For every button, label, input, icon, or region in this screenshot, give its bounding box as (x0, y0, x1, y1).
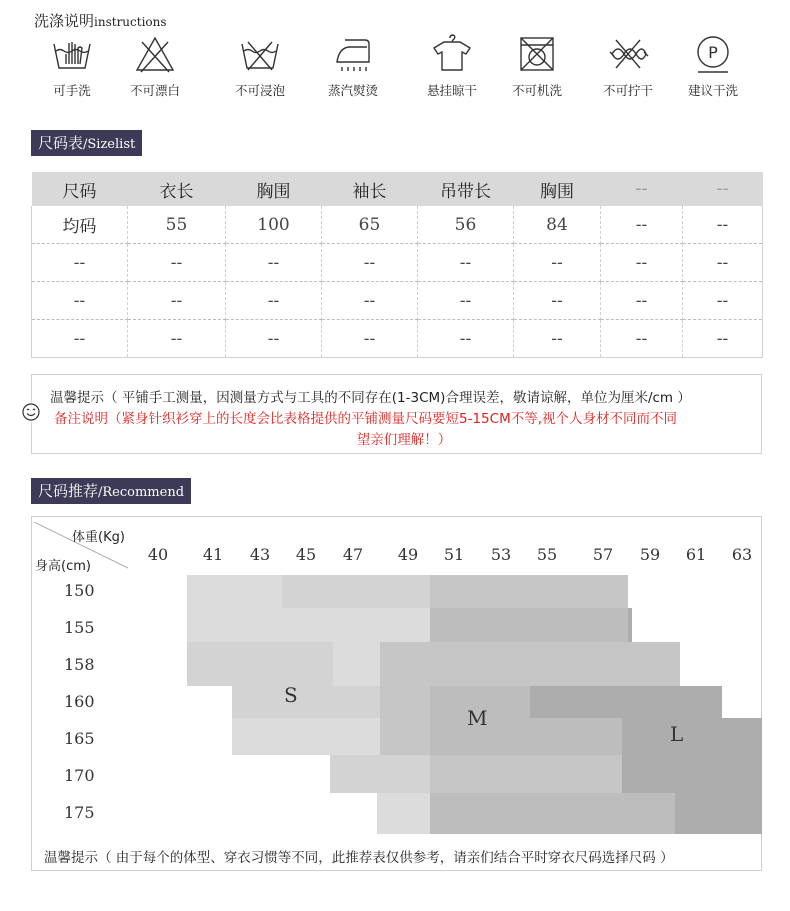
care-title-cn: 洗涤说明 (34, 12, 95, 30)
no-soak-icon (238, 34, 282, 74)
size-region-s (187, 642, 333, 686)
smiley-icon (21, 402, 41, 422)
care-item-no-machine-wash (487, 34, 587, 99)
size-region-m (478, 642, 680, 686)
notice-tip: 温馨提示（ 平铺手工测量，因测量方式与工具的不同存在(1-3CM)合理误差，敬请谅解，单位为厘米/cm ） (50, 390, 691, 406)
size-cell: -- (322, 244, 418, 282)
care-item-no-bleach (105, 34, 205, 99)
size-region-l (675, 793, 762, 834)
care-label: 蒸汽熨烫 (327, 83, 378, 98)
size-region-s (187, 608, 333, 642)
size-header-cell: 尺码 (32, 172, 128, 206)
size-cell: -- (601, 244, 683, 282)
size-section-title-cn: 尺码表 (38, 134, 84, 152)
hand-wash-icon (50, 34, 94, 74)
notice-remark-line2: 望亲们理解！） (356, 432, 452, 448)
size-region-l (628, 608, 632, 642)
size-m-label: M (467, 706, 488, 730)
height-axis-label: 身高(cm) (35, 559, 91, 574)
size-region-s (333, 608, 430, 642)
care-title (34, 10, 167, 31)
care-icons-row (22, 34, 772, 104)
size-region-s (232, 718, 380, 755)
weight-label: 51 (443, 545, 465, 564)
height-label: 160 (64, 692, 95, 711)
size-l-label: L (670, 722, 684, 746)
size-region-m (430, 575, 628, 608)
size-table-row (32, 282, 763, 320)
size-cell: -- (418, 244, 514, 282)
care-label: 建议干洗 (687, 83, 738, 98)
weight-label: 63 (731, 545, 753, 564)
size-section-header (31, 130, 142, 156)
size-cell: -- (32, 282, 128, 320)
weight-label: 53 (490, 545, 512, 564)
care-label: 可手洗 (53, 83, 91, 98)
recommend-section-title-en: /Recommend (98, 485, 185, 500)
no-bleach-icon (133, 34, 177, 74)
dry-clean-p-icon (691, 34, 735, 74)
weight-label: 49 (397, 545, 419, 564)
care-label: 不可拧干 (602, 83, 653, 98)
steam-iron-icon (331, 34, 375, 74)
size-section-title-en: /Sizelist (83, 137, 136, 152)
size-table-row (32, 206, 763, 244)
size-region-s (333, 642, 380, 686)
size-cell: -- (601, 320, 683, 358)
size-table-row (32, 320, 763, 358)
size-cell: -- (418, 320, 514, 358)
weight-label: 47 (342, 545, 364, 564)
notice-remark-line1: 备注说明（紧身针织衫穿上的长度会比表格提供的平铺测量尺码要短5-15CM不等,视个人身材不同而不同 (54, 411, 678, 427)
size-cell: 55 (128, 206, 226, 244)
size-region-m (380, 718, 430, 755)
weight-label: 43 (249, 545, 271, 564)
size-table-row (32, 244, 763, 282)
size-cell: -- (418, 282, 514, 320)
weight-label: 55 (536, 545, 558, 564)
size-region-m (430, 793, 675, 834)
size-cell: -- (32, 244, 128, 282)
measurement-notice (31, 374, 762, 454)
no-wring-icon (606, 34, 650, 74)
size-table-header (32, 172, 763, 206)
size-region-m (430, 718, 622, 755)
weight-label: 61 (685, 545, 707, 564)
size-cell: 均码 (32, 206, 128, 244)
no-machine-wash-icon (515, 34, 559, 74)
size-cell: -- (683, 320, 763, 358)
hang-dry-icon (430, 34, 474, 74)
care-label: 不可浸泡 (234, 83, 285, 98)
size-region-s (282, 575, 430, 608)
size-cell: -- (322, 282, 418, 320)
weight-label: 40 (147, 545, 169, 564)
size-region-l (530, 686, 722, 718)
notice-remark (54, 409, 754, 451)
weight-label: 45 (295, 545, 317, 564)
size-cell: -- (683, 282, 763, 320)
size-region-s (187, 575, 282, 608)
size-cell: -- (226, 282, 322, 320)
height-label: 175 (64, 803, 95, 822)
recommend-section-title-cn: 尺码推荐 (38, 482, 99, 500)
size-header-cell: 袖长 (322, 172, 418, 206)
size-cell: -- (128, 320, 226, 358)
size-cell: -- (514, 282, 601, 320)
size-cell: -- (32, 320, 128, 358)
weight-axis-label: 体重(Kg) (72, 530, 125, 545)
recommend-tip: 温馨提示（ 由于每个的体型、穿衣习惯等不同，此推荐表仅供参考，请亲们结合平时穿衣尺码选择尺码 ） (44, 850, 674, 866)
size-region-m (430, 755, 622, 793)
size-region-m (430, 608, 628, 642)
care-label: 不可机洗 (511, 83, 562, 98)
size-region-m (380, 686, 430, 718)
care-label: 悬挂晾干 (426, 83, 477, 98)
care-item-dry-clean (663, 34, 763, 99)
size-cell: -- (514, 320, 601, 358)
size-cell: -- (128, 282, 226, 320)
size-header-cell: 胸围 (514, 172, 601, 206)
height-label: 170 (64, 766, 95, 785)
size-cell: 84 (514, 206, 601, 244)
size-header-cell: -- (601, 172, 683, 206)
size-cell: -- (226, 320, 322, 358)
size-region-s (330, 755, 430, 793)
height-label: 165 (64, 729, 95, 748)
care-title-en: instructions (94, 15, 167, 29)
size-region-s (377, 793, 430, 834)
size-cell: -- (128, 244, 226, 282)
size-cell: 100 (226, 206, 322, 244)
weight-label: 41 (202, 545, 224, 564)
size-cell: -- (514, 244, 601, 282)
size-header-cell: 衣长 (128, 172, 226, 206)
size-cell: 65 (322, 206, 418, 244)
size-region-l (622, 718, 762, 755)
size-cell: 56 (418, 206, 514, 244)
size-header-cell: -- (683, 172, 763, 206)
size-cell: -- (226, 244, 322, 282)
size-cell: -- (601, 282, 683, 320)
size-header-cell: 吊带长 (418, 172, 514, 206)
height-label: 155 (64, 618, 95, 637)
size-table (31, 172, 763, 358)
care-item-steam-iron (303, 34, 403, 99)
size-region-m (380, 642, 478, 686)
dry-clean-symbol: P (708, 43, 718, 62)
size-cell: -- (683, 244, 763, 282)
size-s-label: S (284, 683, 298, 707)
care-label: 不可漂白 (129, 83, 180, 98)
weight-label: 59 (639, 545, 661, 564)
height-label: 150 (64, 581, 95, 600)
care-item-no-soak (210, 34, 310, 99)
recommend-section-header (31, 478, 191, 504)
weight-label: 57 (592, 545, 614, 564)
size-region-l (622, 755, 762, 793)
height-label: 158 (64, 655, 95, 674)
size-cell: -- (322, 320, 418, 358)
size-cell: -- (601, 206, 683, 244)
size-header-cell: 胸围 (226, 172, 322, 206)
size-region-s (232, 686, 380, 718)
size-cell: -- (683, 206, 763, 244)
